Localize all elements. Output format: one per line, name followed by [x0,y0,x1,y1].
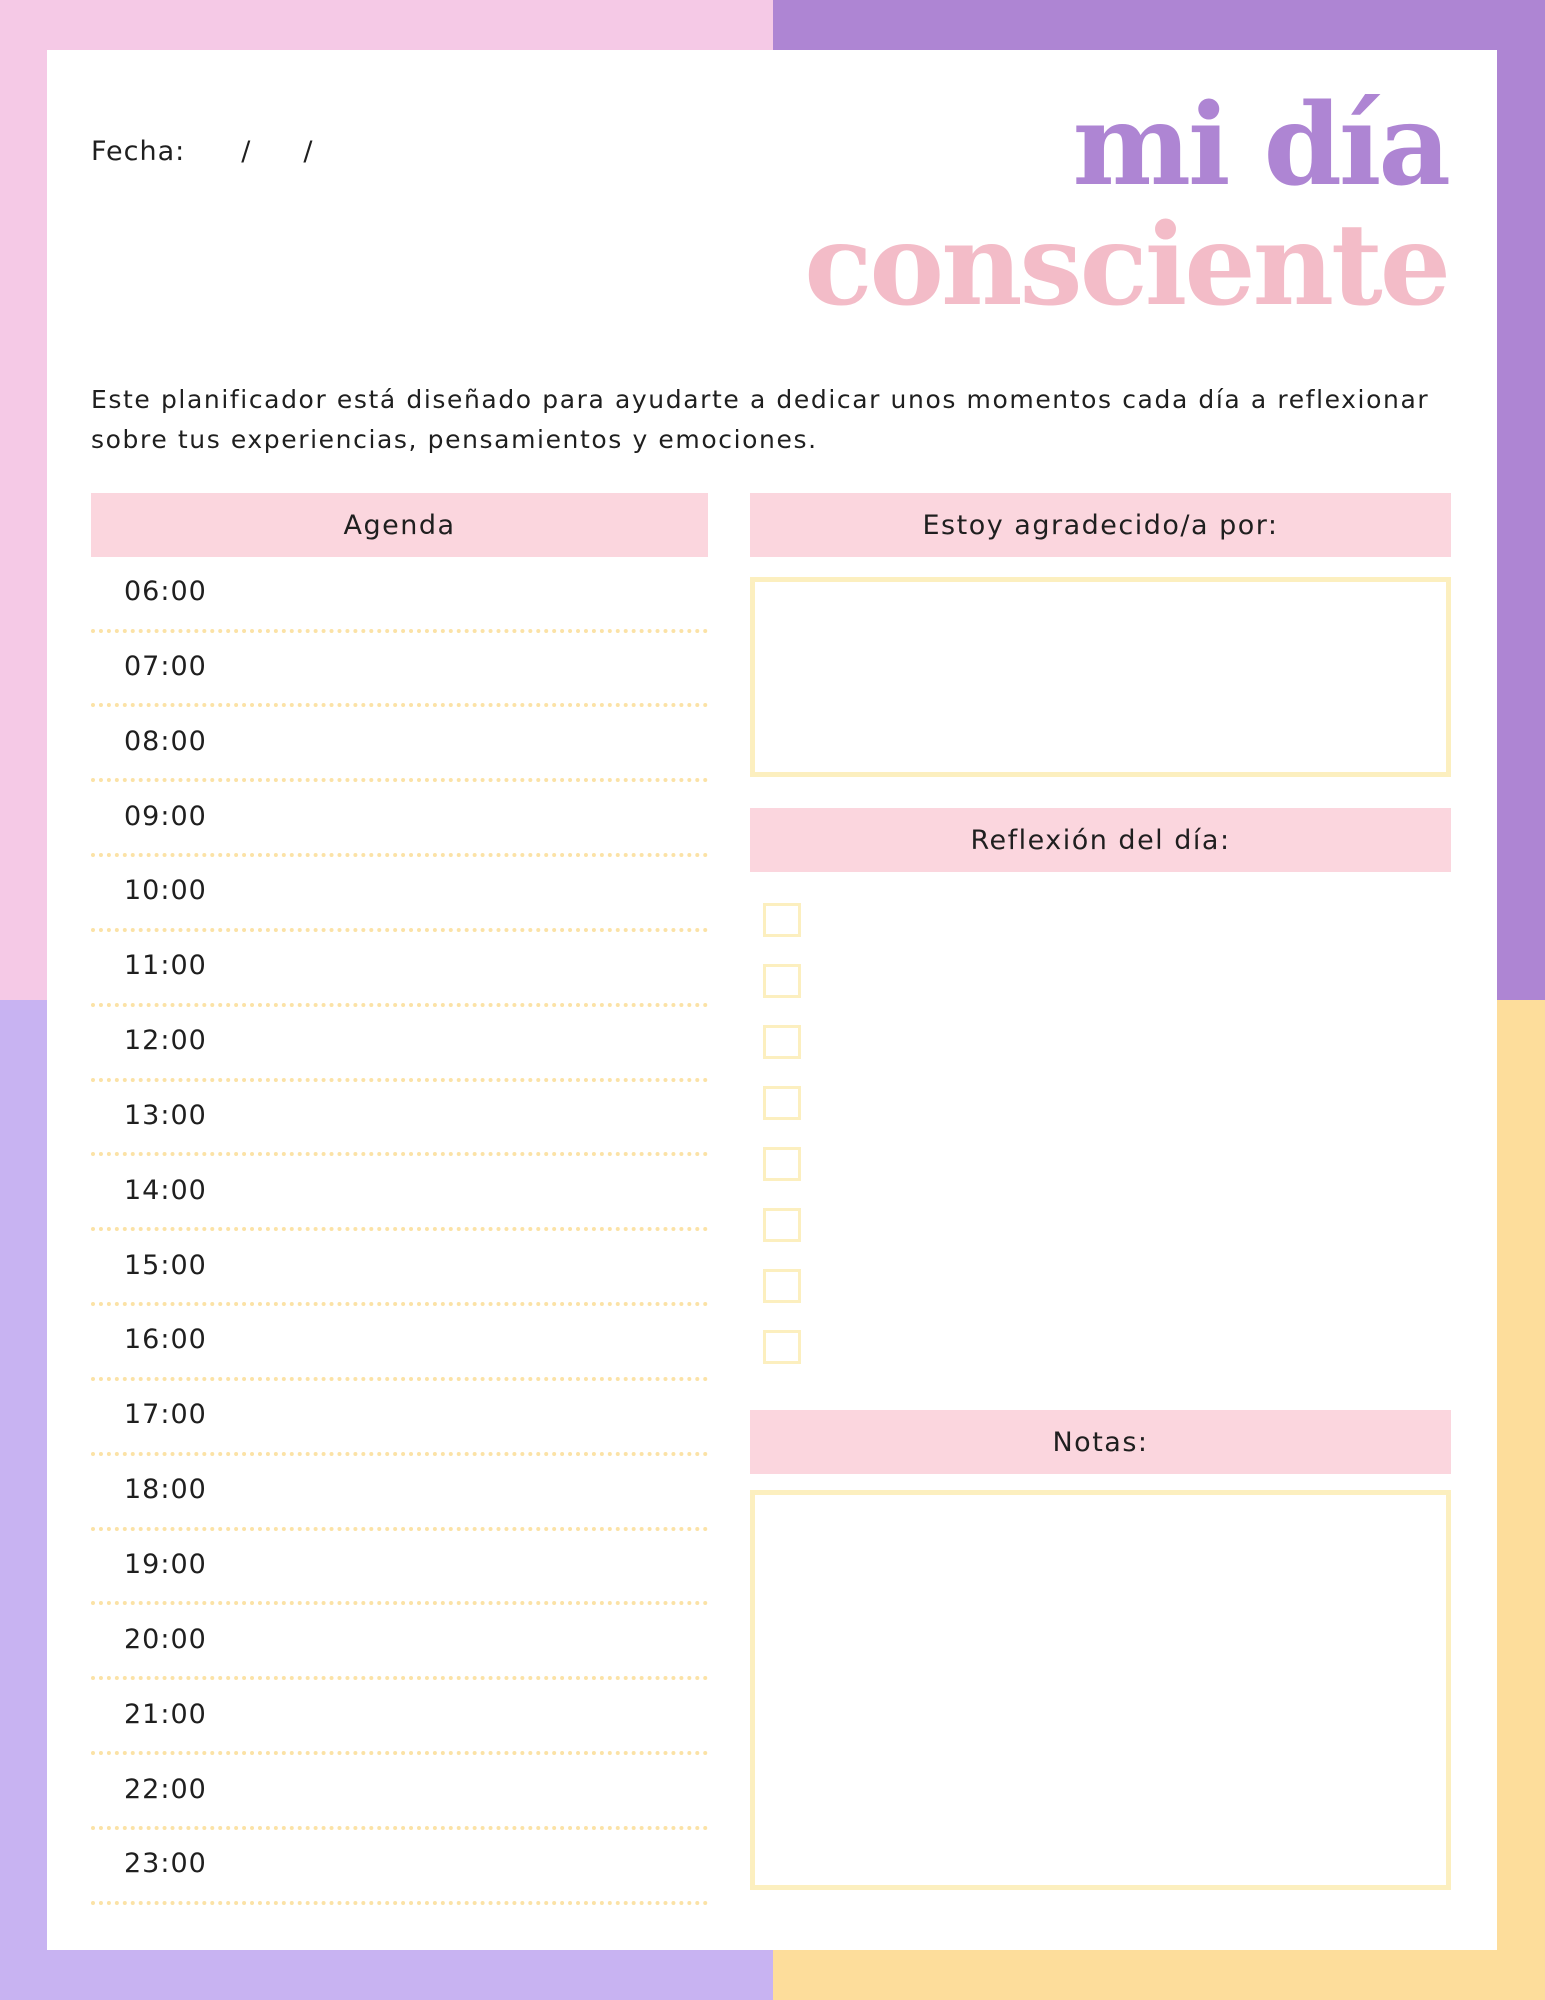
agenda-row[interactable] [91,1758,708,1831]
agenda-time-label: 17:00 [124,1399,207,1431]
agenda-time-label: 20:00 [124,1623,207,1655]
title-line-2: consciente [804,200,1448,331]
reflection-checkbox[interactable] [763,1147,801,1181]
reflection-header-label: Reflexión del día: [970,824,1231,856]
agenda-time-label: 22:00 [124,1773,207,1805]
agenda-time-label: 12:00 [124,1025,207,1057]
agenda-row[interactable] [91,635,708,708]
agenda-time-label: 18:00 [124,1474,207,1506]
agenda-time-label: 19:00 [124,1548,207,1580]
reflection-checkbox[interactable] [763,1269,801,1303]
notes-header [750,1410,1451,1474]
agenda-row[interactable] [91,1084,708,1157]
reflection-checkbox[interactable] [763,1208,801,1242]
agenda-time-label: 23:00 [124,1848,207,1880]
agenda-header [91,493,708,557]
agenda-row[interactable] [91,1683,708,1756]
gratitude-header-label: Estoy agradecido/a por: [922,509,1279,541]
agenda-time-label: 11:00 [124,950,207,982]
planner-sheet [47,50,1497,1950]
agenda-row[interactable] [91,560,708,633]
agenda-time-label: 21:00 [124,1698,207,1730]
reflection-checkbox[interactable] [763,1330,801,1364]
title-line-1: mi día [1072,80,1448,211]
date-separator-day: / [241,136,252,167]
agenda-time-label: 13:00 [124,1099,207,1131]
reflection-checkbox[interactable] [763,1086,801,1120]
date-separator-month: / [303,136,314,167]
agenda-row[interactable] [91,859,708,932]
agenda-header-label: Agenda [343,509,456,541]
agenda-row[interactable] [91,1308,708,1381]
agenda-time-label: 14:00 [124,1174,207,1206]
agenda-row[interactable] [91,1608,708,1681]
agenda-time-label: 07:00 [124,650,207,682]
gratitude-header [750,493,1451,557]
agenda-row[interactable] [91,1234,708,1307]
agenda-time-label: 15:00 [124,1249,207,1281]
reflection-checkbox[interactable] [763,964,801,998]
agenda-row[interactable] [91,785,708,858]
page-title [804,80,1448,331]
agenda-time-label: 06:00 [124,576,207,607]
agenda-list [91,560,708,1905]
agenda-time-label: 16:00 [124,1324,207,1356]
agenda-row[interactable] [91,1009,708,1082]
notes-header-label: Notas: [1052,1426,1149,1458]
date-field[interactable] [91,136,313,167]
agenda-row[interactable] [91,1832,708,1905]
reflection-checkbox[interactable] [763,1025,801,1059]
agenda-row[interactable] [91,1533,708,1606]
reflection-checkbox[interactable] [763,903,801,937]
gratitude-box[interactable] [750,577,1451,777]
date-label: Fecha: [91,136,186,167]
reflection-checklist [763,903,801,1391]
intro-text: Este planificador está diseñado para ayudarte a dedicar unos momentos cada día a reflexionar sobre tus experiencias, pensamientos y emociones. [91,385,1430,454]
agenda-time-label: 09:00 [124,800,207,832]
agenda-row[interactable] [91,1458,708,1531]
agenda-row[interactable] [91,1159,708,1232]
agenda-time-label: 08:00 [124,725,207,757]
agenda-row[interactable] [91,1383,708,1456]
agenda-time-label: 10:00 [124,875,207,907]
notes-box[interactable] [750,1490,1451,1890]
reflection-header [750,808,1451,872]
agenda-row[interactable] [91,710,708,783]
agenda-row[interactable] [91,934,708,1007]
